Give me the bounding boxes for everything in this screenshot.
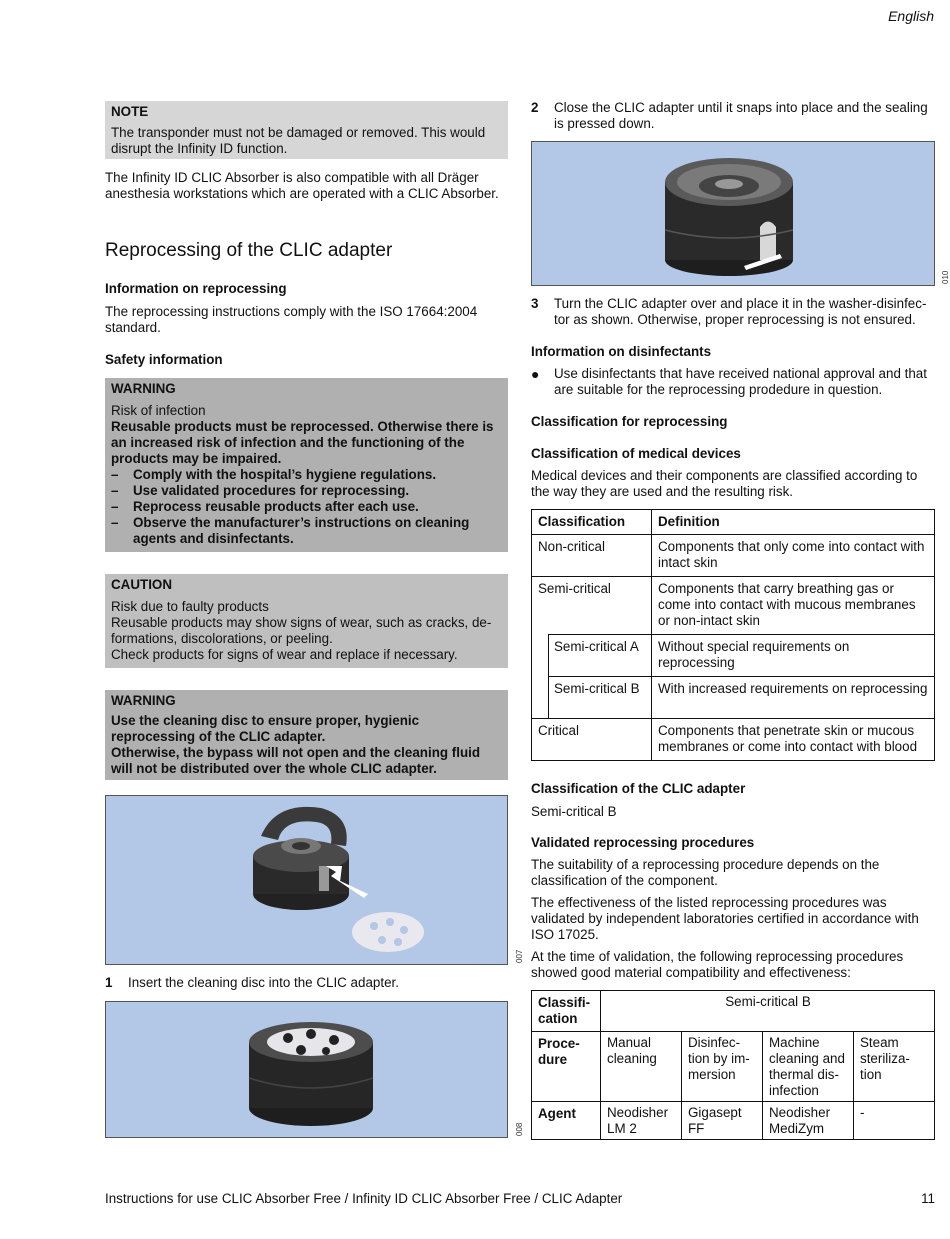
page-number: 11 (921, 1191, 935, 1206)
warning1-label: WARNING (111, 381, 176, 396)
warning1-item: – Comply with the hospital’s hygiene regulations. (111, 467, 437, 482)
warning1-item: – Reprocess reusable products after each use. (111, 499, 419, 514)
clic-adapter-disc-illustration (106, 796, 509, 966)
figure-number: 007 (515, 949, 524, 963)
warning-box-cleaning-disc (105, 690, 508, 780)
note-label: NOTE (111, 104, 149, 119)
caution-text: Reusable products may show signs of wear, such as cracks, de-formations, discolorations, or peeling. (111, 615, 492, 646)
table-header: Classification (532, 510, 652, 535)
info-reprocessing-heading: Information on reprocessing (105, 281, 287, 296)
warning2-text: Use the cleaning disc to ensure proper, hygienic reprocessing of the CLIC adapter. (111, 713, 420, 744)
step-3: 3 Turn the CLIC adapter over and place it in the washer-disinfec-tor as shown. Otherwise, proper reprocessing is not ensured. (531, 296, 927, 327)
warning-box-infection (105, 378, 508, 552)
step-1: 1 Insert the cleaning disc into the CLIC adapter. (105, 975, 399, 990)
validated-paragraph: The suitability of a reprocessing procedure depends on the classification of the component. (531, 857, 880, 888)
warning1-item: – Use validated procedures for reprocessing. (111, 483, 410, 498)
caution-label: CAUTION (111, 577, 172, 592)
procedure-table (531, 990, 935, 1140)
figure-adapter-closed (531, 141, 935, 286)
validated-paragraph: The effectiveness of the listed reprocessing procedures was validated by independent laboratories certified in accordance with ISO 17025. (531, 895, 919, 942)
clic-adapter-closed-illustration (532, 142, 936, 287)
table-row: Classifi-cation Semi-critical B (532, 991, 935, 1032)
table-header: Definition (652, 510, 935, 535)
clic-class-value: Semi-critical B (531, 804, 617, 819)
table-row: Critical Components that penetrate skin or mucous membranes or come into contact with blood (532, 719, 935, 761)
medical-devices-text: Medical devices and their components are classified according to the way they are used and the resulting risk. (531, 468, 918, 499)
page-footer (105, 1191, 935, 1207)
caution-box (105, 574, 508, 668)
bullet-icon: ● (531, 366, 540, 382)
note-box (105, 101, 508, 159)
figure-insert-cleaning-disc (105, 795, 508, 965)
note-text: The transponder must not be damaged or removed. This would disrupt the Infinity ID function. (111, 125, 486, 156)
table-row: Semi-critical A Without special requirements on reprocessing (532, 635, 935, 677)
compat-text: The Infinity ID CLIC Absorber is also compatible with all Dräger anesthesia workstations which are operated with a CLIC Absorber. (105, 170, 499, 201)
table-row: Proce-dure Manual cleaning Disinfec-tion by im-mersion Machine cleaning and thermal dis-infection Steam steriliza-tion (532, 1032, 935, 1102)
table-row: Semi-critical Components that carry breathing gas or come into contact with mucous membranes or non-intact skin (532, 577, 935, 635)
table-header-row (532, 510, 935, 535)
table-row: Agent Neodisher LM 2 Gigasept FF Neodisher MediZym - (532, 1102, 935, 1140)
clic-adapter-with-disc-illustration (106, 1002, 509, 1139)
section-title: Reprocessing of the CLIC adapter (105, 240, 393, 261)
warning2-text: Otherwise, the bypass will not open and the cleaning fluid will not be distributed over the whole CLIC adapter. (111, 745, 481, 776)
table-row: Non-critical Components that only come into contact with intact skin (532, 535, 935, 577)
caution-title: Risk due to faulty products (111, 599, 269, 614)
safety-heading: Safety information (105, 352, 223, 367)
figure-number: 010 (941, 270, 950, 284)
footer-title: Instructions for use CLIC Absorber Free / Infinity ID CLIC Absorber Free / CLIC Adapter (105, 1191, 623, 1206)
validated-paragraph: At the time of validation, the following reprocessing procedures showed good material compatibility and effectiveness: (531, 949, 904, 980)
warning2-label: WARNING (111, 693, 176, 708)
classification-table (531, 509, 935, 761)
medical-devices-heading: Classification of medical devices (531, 446, 741, 461)
figure-disc-inserted (105, 1001, 508, 1138)
classification-heading: Classification for reprocessing (531, 414, 728, 429)
figure-number: 008 (515, 1122, 524, 1136)
language-label: English (888, 8, 934, 24)
disinfectants-bullet: ● Use disinfectants that have received national approval and that are suitable for the reprocessing prodedure in question. (531, 366, 927, 397)
caution-text: Check products for signs of wear and replace if necessary. (111, 647, 458, 662)
table-row: Semi-critical B With increased requirements on reprocessing (532, 677, 935, 719)
warning1-text: Reusable products must be reprocessed. Otherwise there is an increased risk of infection and the functioning of the products may be impaired. (111, 419, 494, 466)
clic-class-heading: Classification of the CLIC adapter (531, 781, 746, 796)
validated-heading: Validated reprocessing procedures (531, 835, 755, 850)
warning1-title: Risk of infection (111, 403, 206, 418)
warning1-item: – Observe the manufacturer’s instructions on cleaning agents and disinfectants. (111, 515, 470, 546)
step-2: 2 Close the CLIC adapter until it snaps into place and the sealing is pressed down. (531, 100, 928, 131)
disinfectants-heading: Information on disinfectants (531, 344, 712, 359)
info-reprocessing-text: The reprocessing instructions comply with the ISO 17664:2004 standard. (105, 304, 478, 335)
